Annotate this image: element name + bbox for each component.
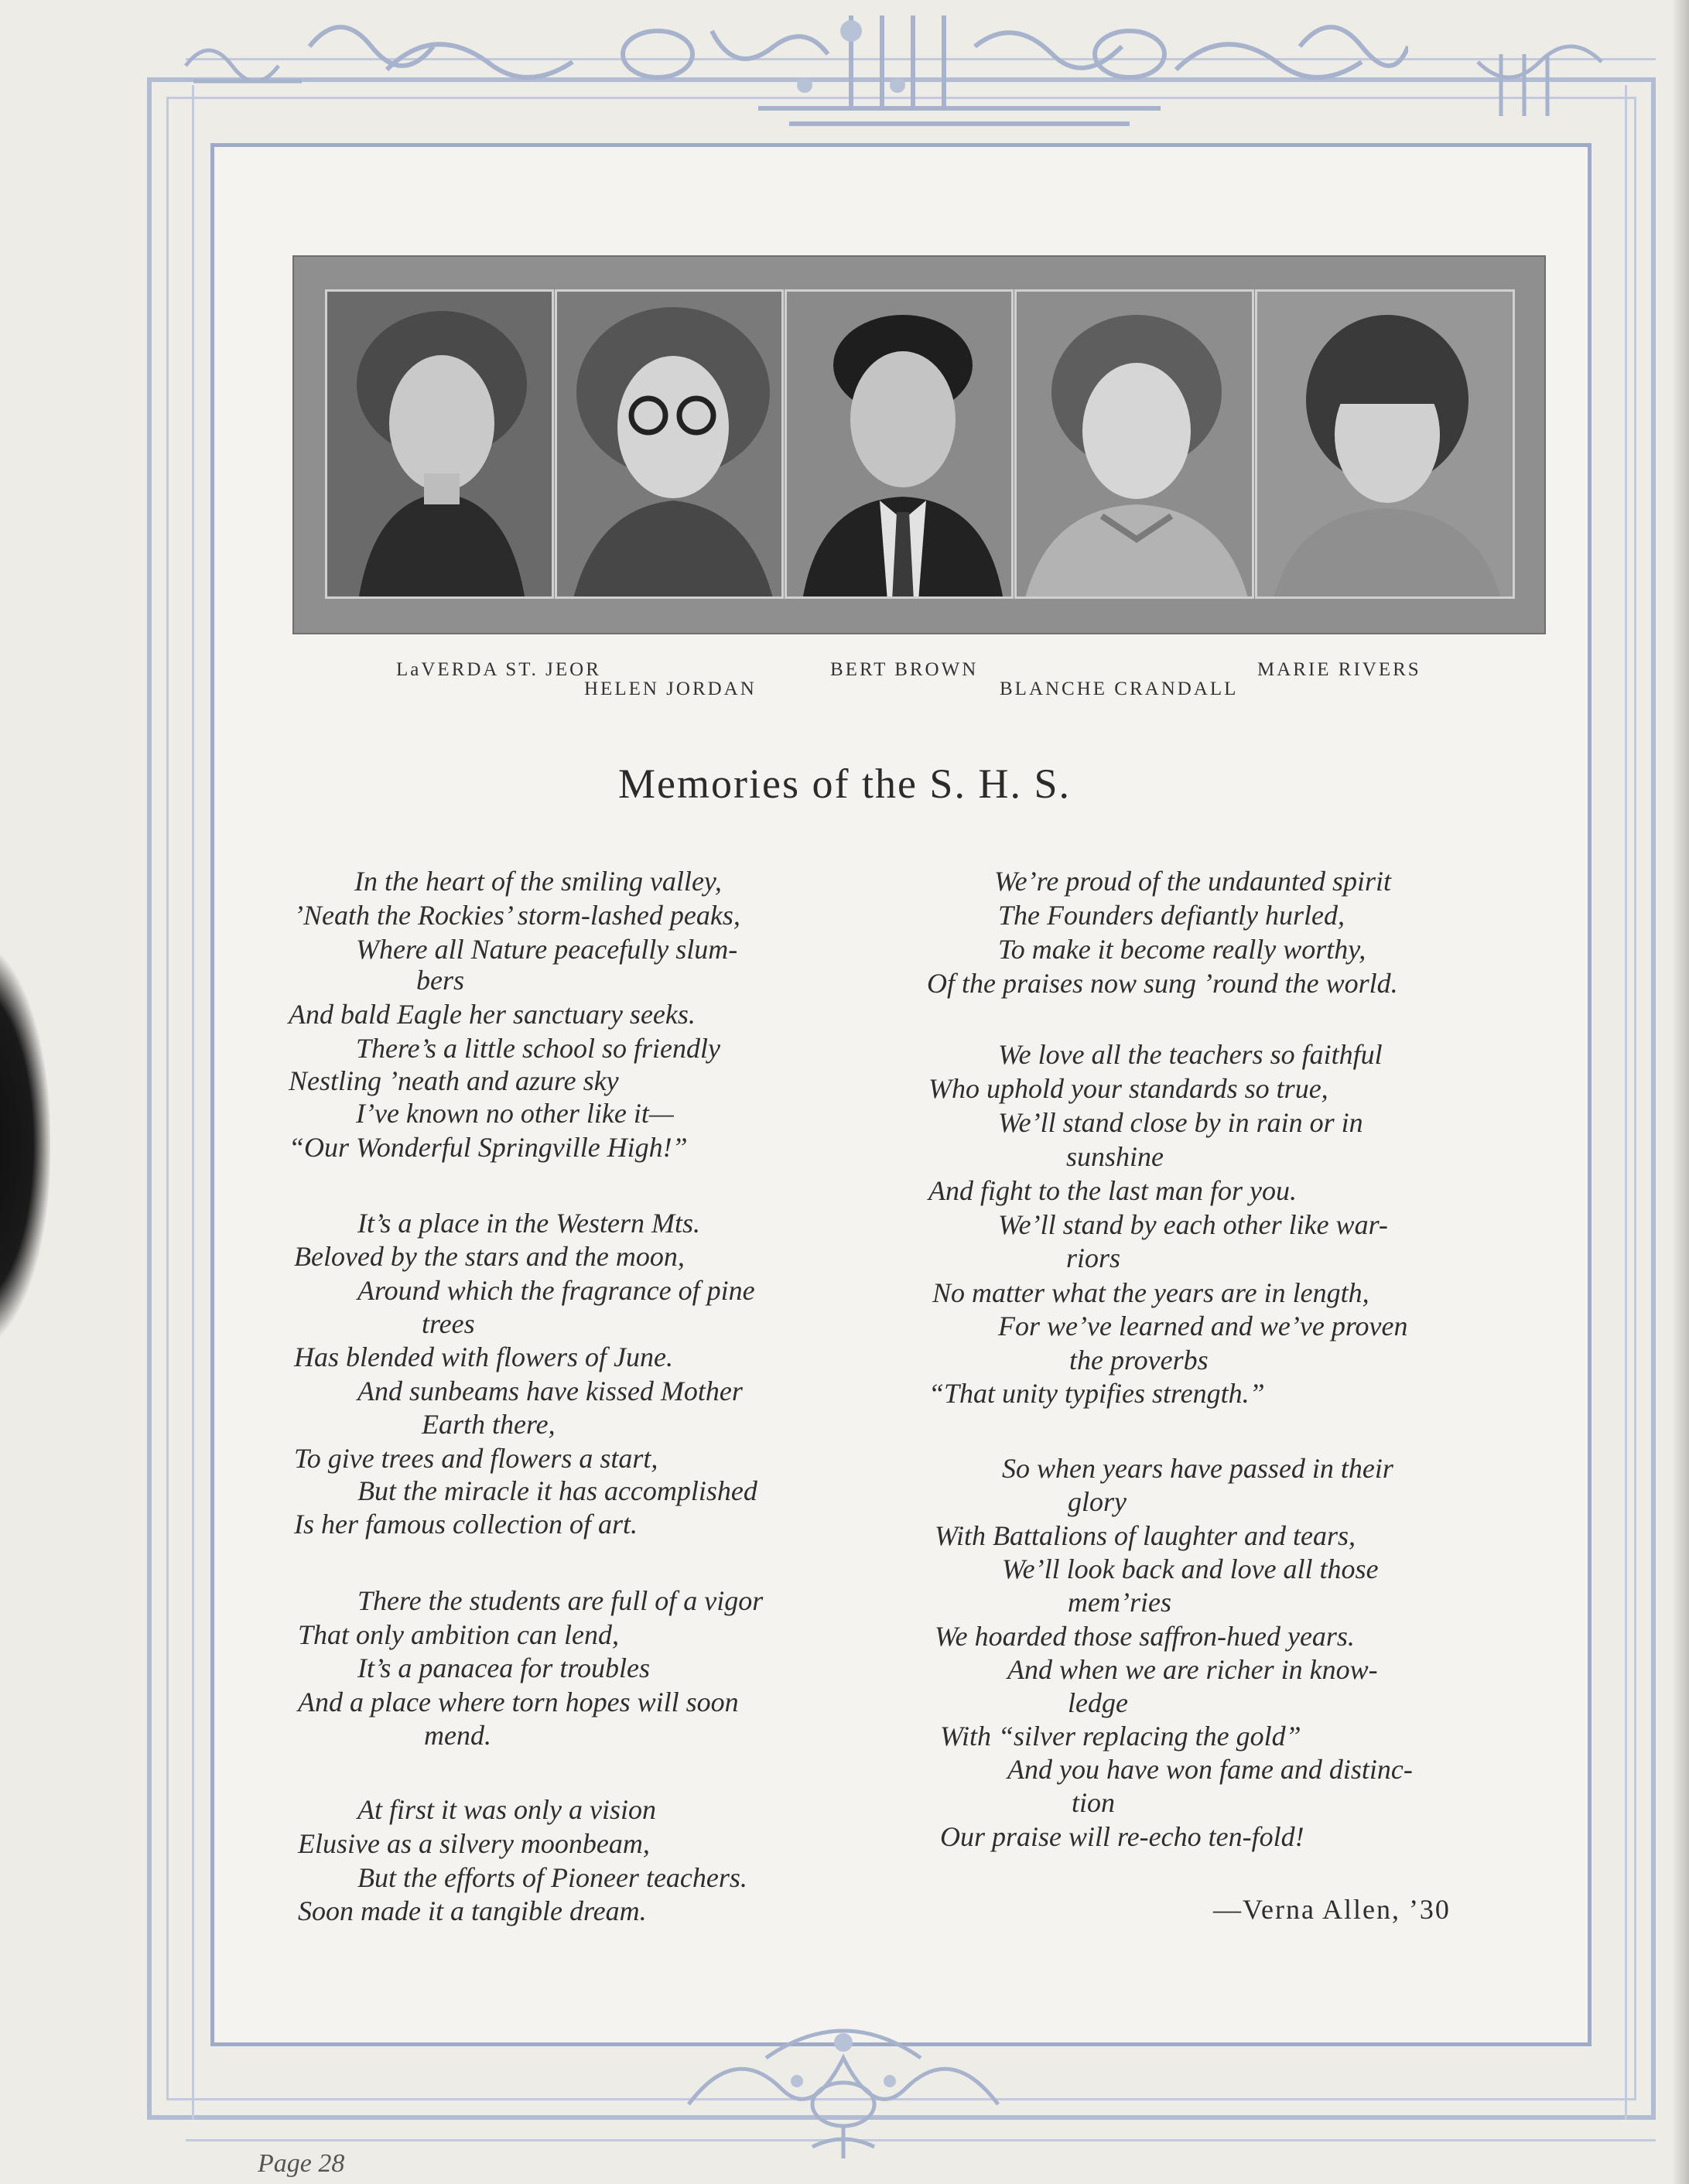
poem-line: And a place where torn hopes will soon bbox=[298, 1687, 739, 1717]
portrait-photo-1 bbox=[325, 289, 554, 599]
caption-helen-jordan: HELEN JORDAN bbox=[584, 678, 757, 699]
poem-line: With “silver replacing the gold” bbox=[940, 1721, 1301, 1752]
poem-line: Earth there, bbox=[422, 1409, 556, 1440]
poem-line: And fight to the last man for you. bbox=[928, 1175, 1297, 1206]
poem-line: With Battalions of laughter and tears, bbox=[935, 1520, 1356, 1551]
poem-line: riors bbox=[1066, 1242, 1121, 1273]
caption-bert-brown: BERT BROWN bbox=[830, 659, 979, 680]
poem-line: There the students are full of a vigor bbox=[357, 1585, 764, 1616]
poem-line: That only ambition can lend, bbox=[298, 1619, 619, 1650]
poem-line: Has blended with flowers of June. bbox=[294, 1342, 673, 1372]
poem-line: Our praise will re-echo ten-fold! bbox=[940, 1821, 1304, 1852]
poem-line: tion bbox=[1072, 1787, 1116, 1818]
poem-line: glory bbox=[1068, 1486, 1127, 1517]
poem-line: Beloved by the stars and the moon, bbox=[294, 1241, 685, 1272]
poem-line: Where all Nature peacefully slum- bbox=[356, 934, 738, 965]
portrait-photo-2 bbox=[555, 289, 784, 599]
poem-line: For we’ve learned and we’ve proven bbox=[998, 1311, 1408, 1342]
corner-ornament-left-icon bbox=[178, 35, 309, 97]
frame-rule-right bbox=[1625, 85, 1627, 2120]
top-ornament-icon bbox=[294, 0, 1408, 139]
poem-line: We hoarded those saffron-hued years. bbox=[935, 1621, 1355, 1652]
portrait-photo-3 bbox=[785, 289, 1014, 599]
poem-line: In the heart of the smiling valley, bbox=[354, 866, 722, 897]
poem-line: It’s a place in the Western Mts. bbox=[357, 1208, 700, 1239]
caption-blanche-crandall: BLANCHE CRANDALL bbox=[1000, 678, 1239, 699]
poem-line: ledge bbox=[1068, 1687, 1128, 1718]
poem-line: Elusive as a silvery moonbeam, bbox=[298, 1828, 650, 1859]
poem-line: Is her famous collection of art. bbox=[294, 1509, 638, 1540]
poem-line: No matter what the years are in length, bbox=[932, 1277, 1369, 1308]
poem-line: I’ve known no other like it— bbox=[356, 1098, 674, 1129]
poem-line: To make it become really worthy, bbox=[998, 934, 1366, 965]
poem-title: Memories of the S. H. S. bbox=[618, 760, 1071, 807]
poem-line: It’s a panacea for troubles bbox=[357, 1653, 650, 1683]
poem-line: ’Neath the Rockies’ storm-lashed peaks, bbox=[294, 900, 740, 931]
portrait-photo-5 bbox=[1255, 289, 1515, 599]
poem-line: And sunbeams have kissed Mother bbox=[357, 1376, 743, 1406]
poem-line: We’ll look back and love all those bbox=[1002, 1553, 1379, 1584]
poem-line: We’ll stand by each other like war- bbox=[998, 1209, 1388, 1240]
page-number: Page 28 bbox=[258, 2149, 345, 2178]
photo-strip bbox=[292, 255, 1546, 634]
portrait-photo-4 bbox=[1014, 289, 1254, 599]
poem-line: bers bbox=[416, 965, 464, 996]
poem-line: mem’ries bbox=[1068, 1587, 1171, 1618]
poem-line: Of the praises now sung ’round the world. bbox=[927, 968, 1398, 999]
poem-line: Around which the fragrance of pine bbox=[357, 1275, 755, 1306]
poem-line: trees bbox=[422, 1308, 475, 1339]
poem-line: But the efforts of Pioneer teachers. bbox=[357, 1862, 747, 1893]
poem-line: “That unity typifies strength.” bbox=[928, 1378, 1265, 1409]
poem-line: And you have won fame and distinc- bbox=[1007, 1754, 1413, 1785]
poem-line: The Founders defiantly hurled, bbox=[998, 900, 1345, 931]
poem-line: There’s a little school so friendly bbox=[356, 1033, 720, 1064]
poem-line: And when we are richer in know- bbox=[1007, 1654, 1378, 1685]
poem-line: To give trees and flowers a start, bbox=[294, 1443, 658, 1474]
poem-line: We’ll stand close by in rain or in bbox=[998, 1107, 1363, 1138]
poem-line: We’re proud of the undaunted spirit bbox=[994, 866, 1391, 897]
poem-line: “Our Wonderful Springville High!” bbox=[289, 1132, 688, 1163]
page-shadow bbox=[0, 944, 50, 1346]
page-edge bbox=[1672, 0, 1689, 2184]
poem-line: sunshine bbox=[1066, 1141, 1164, 1172]
poem-line: Nestling ’neath and azure sky bbox=[289, 1065, 619, 1096]
poem-line: Soon made it a tangible dream. bbox=[298, 1895, 647, 1926]
poem-line: the proverbs bbox=[1069, 1345, 1209, 1376]
bottom-ornament-icon bbox=[673, 2011, 1014, 2166]
poem-line: We love all the teachers so faithful bbox=[998, 1039, 1383, 1070]
caption-laverda-st-jeor: LaVERDA ST. JEOR bbox=[396, 659, 601, 680]
poem-signature: —Verna Allen, ’30 bbox=[1213, 1894, 1451, 1925]
poem-line: mend. bbox=[424, 1720, 491, 1751]
poem-line: But the miracle it has accomplished bbox=[357, 1475, 757, 1506]
poem-line: So when years have passed in their bbox=[1002, 1453, 1393, 1484]
frame-rule-left bbox=[192, 85, 194, 2120]
corner-ornament-icon bbox=[1470, 39, 1625, 124]
poem-line: And bald Eagle her sanctuary seeks. bbox=[289, 999, 696, 1030]
caption-marie-rivers: MARIE RIVERS bbox=[1257, 659, 1421, 680]
poem-line: Who uphold your standards so true, bbox=[928, 1073, 1328, 1104]
poem-line: At first it was only a vision bbox=[357, 1794, 657, 1825]
